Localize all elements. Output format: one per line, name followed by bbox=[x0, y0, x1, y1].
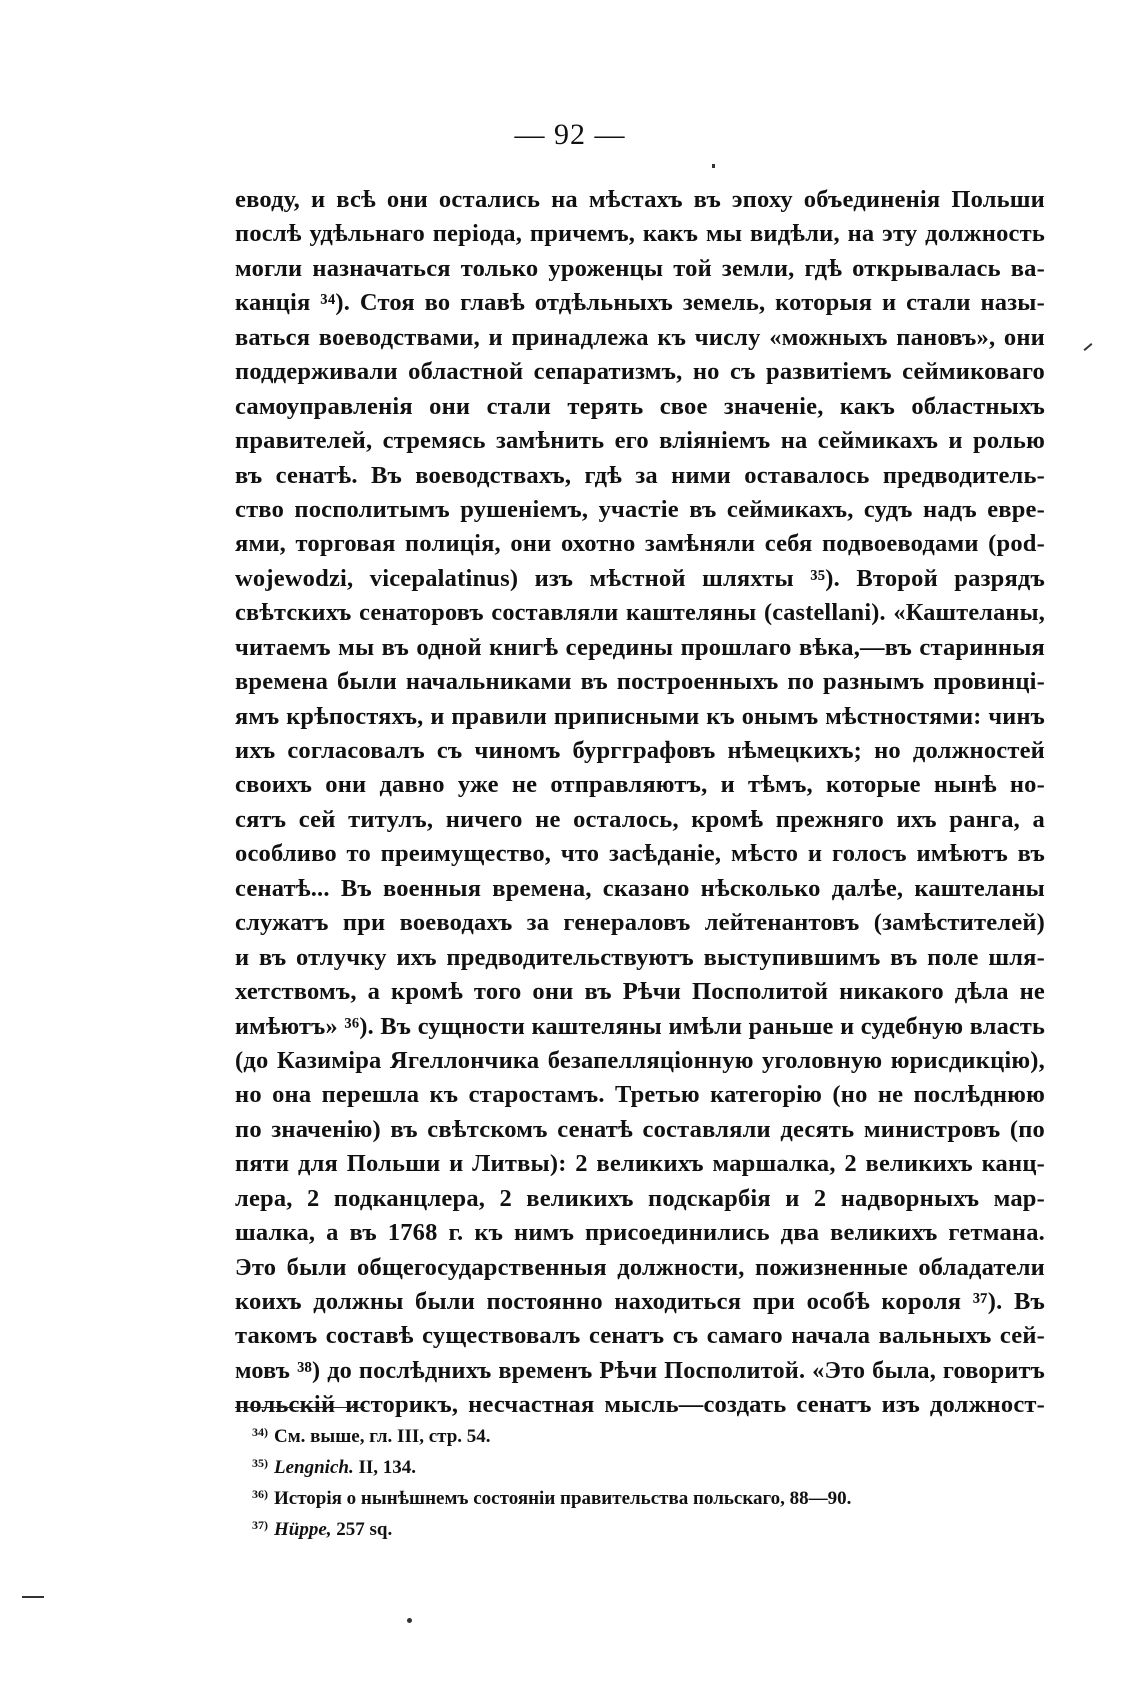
text-line: такомъ составѣ существовалъ сенатъ съ самаго начала вальныхъ сей- bbox=[235, 1322, 1045, 1350]
page-number: — 92 — bbox=[514, 118, 626, 151]
text-line: шалка, а въ 1768 г. къ нимъ присоединились два великихъ гетмана. bbox=[235, 1219, 1045, 1247]
text-line: канція ³⁴). Стоя во главѣ отдѣльныхъ земель, которыя и стали назы- bbox=[235, 289, 1045, 317]
text-line: wojewodzi, vicepalatinus) изъ мѣстной шляхты ³⁵). Второй разрядъ bbox=[235, 564, 1045, 592]
footnotes bbox=[252, 1419, 1032, 1543]
text-line: лера, 2 подканцлера, 2 великихъ подскарбія и 2 надворныхъ мар- bbox=[235, 1184, 1045, 1212]
footnote bbox=[252, 1450, 1032, 1481]
text-line: (до Казиміра Ягеллончика безапелляціонную уголовную юрисдикцію), bbox=[235, 1046, 1045, 1074]
footnote bbox=[252, 1419, 1032, 1450]
footnote-number: 35) bbox=[252, 1456, 268, 1470]
text-line: ихъ согласовалъ съ чиномъ бургграфовъ нѣмецкихъ; но должностей bbox=[235, 737, 1045, 764]
text-line: мовъ ³⁸) до послѣднихъ временъ Рѣчи Посполитой. «Это была, говоритъ bbox=[235, 1356, 1045, 1384]
text-line: читаемъ мы въ одной книгѣ середины прошлаго вѣка,—въ старинныя bbox=[235, 633, 1045, 661]
text-line: ваться воеводствами, и принадлежа къ числу «можныхъ пановъ», они bbox=[235, 323, 1045, 351]
text-line: по значенію) въ свѣтскомъ сенатѣ составляли десять министровъ (по bbox=[235, 1115, 1045, 1143]
text-line: сятъ сей титулъ, ничего не осталось, кромѣ прежняго ихъ ранга, а bbox=[235, 805, 1045, 833]
text-line: еводу, и всѣ они остались на мѣстахъ въ эпоху объединенія Польши bbox=[235, 186, 1045, 213]
footnote-number: 37) bbox=[252, 1518, 268, 1532]
text-line: правителей, стремясь замѣнить его вліяніемъ на сеймикахъ и ролью bbox=[235, 427, 1045, 455]
footnote-number: 34) bbox=[252, 1425, 268, 1439]
text-line: Это были общегосударственныя должности, пожизненные обладатели bbox=[235, 1253, 1045, 1281]
text-line: служатъ при воеводахъ за генераловъ лейтенантовъ (замѣстителей) bbox=[235, 909, 1045, 937]
footnote-author: Lengnich. bbox=[274, 1457, 354, 1478]
text-line: въ сенатѣ. Въ воеводствахъ, гдѣ за ними оставалось предводитель- bbox=[235, 461, 1045, 489]
text-line: самоуправленія они стали терять свое значеніе, какъ областныхъ bbox=[235, 392, 1045, 420]
text-line: своихъ они давно уже не отправляютъ, и тѣмъ, которые нынѣ но- bbox=[235, 771, 1045, 799]
text-line: свѣтскихъ сенаторовъ составляли каштеляны (castellani). «Каштеланы, bbox=[235, 599, 1045, 627]
text-line: польскій историкъ, несчастная мысль—создать сенатъ изъ должност- bbox=[235, 1391, 1045, 1419]
text-line: поддерживали областной сепаратизмъ, но съ развитіемъ сеймиковаго bbox=[235, 358, 1045, 386]
footnote-rule bbox=[235, 1407, 365, 1408]
text-line: ями, торговая полиція, они охотно замѣняли себя подвоеводами (pod- bbox=[235, 530, 1045, 558]
text-line: имѣютъ» ³⁶). Въ сущности каштеляны имѣли раньше и судебную власть bbox=[235, 1012, 1045, 1040]
text-line: послѣ удѣльнаго періода, причемъ, какъ мы видѣли, на эту должность bbox=[235, 220, 1045, 248]
footnote-text: Исторія о нынѣшнемъ состояніи правительства польскаго, 88—90. bbox=[274, 1488, 852, 1509]
text-line: сенатѣ... Въ военныя времена, сказано нѣсколько далѣе, каштеланы bbox=[235, 874, 1045, 902]
text-line: особливо то преимущество, что засѣданіе, мѣсто и голосъ имѣютъ въ bbox=[235, 840, 1045, 868]
text-line: пяти для Польши и Литвы): 2 великихъ маршалка, 2 великихъ канц- bbox=[235, 1150, 1045, 1178]
stray-dot-mark bbox=[407, 1618, 412, 1623]
text-line: и въ отлучку ихъ предводительствуютъ выступившимъ въ поле шля- bbox=[235, 943, 1045, 971]
body-text bbox=[235, 183, 1045, 1423]
footnote-number: 36) bbox=[252, 1487, 268, 1501]
footnote-author: Hüppe, bbox=[274, 1519, 332, 1540]
text-line: хетствомъ, а кромѣ того они въ Рѣчи Посполитой никакого дѣла не bbox=[235, 978, 1045, 1006]
margin-dash-mark bbox=[22, 1596, 44, 1598]
ink-speck-mark bbox=[712, 164, 715, 168]
margin-tick-mark bbox=[1084, 343, 1093, 351]
footnote-text: 257 sq. bbox=[336, 1519, 393, 1540]
footnote-text: См. выше, гл. III, стр. 54. bbox=[274, 1426, 491, 1447]
footnote bbox=[252, 1512, 1032, 1543]
text-line: могли назначаться только уроженцы той земли, гдѣ открывалась ва- bbox=[235, 254, 1045, 282]
text-line: ямъ крѣпостяхъ, и правили приписными къ онымъ мѣстностями: чинъ bbox=[235, 702, 1045, 730]
text-line: времена были начальниками въ построенныхъ по разнымъ провинці- bbox=[235, 668, 1045, 696]
text-line: коихъ должны были постоянно находиться при особѣ короля ³⁷). Въ bbox=[235, 1288, 1045, 1315]
footnote bbox=[252, 1481, 1032, 1512]
footnote-text: II, 134. bbox=[358, 1457, 416, 1478]
text-line: ство посполитымъ рушеніемъ, участіе въ сеймикахъ, судъ надъ евре- bbox=[235, 495, 1045, 523]
text-line: но она перешла къ старостамъ. Третью категорію (но не послѣднюю bbox=[235, 1081, 1045, 1109]
